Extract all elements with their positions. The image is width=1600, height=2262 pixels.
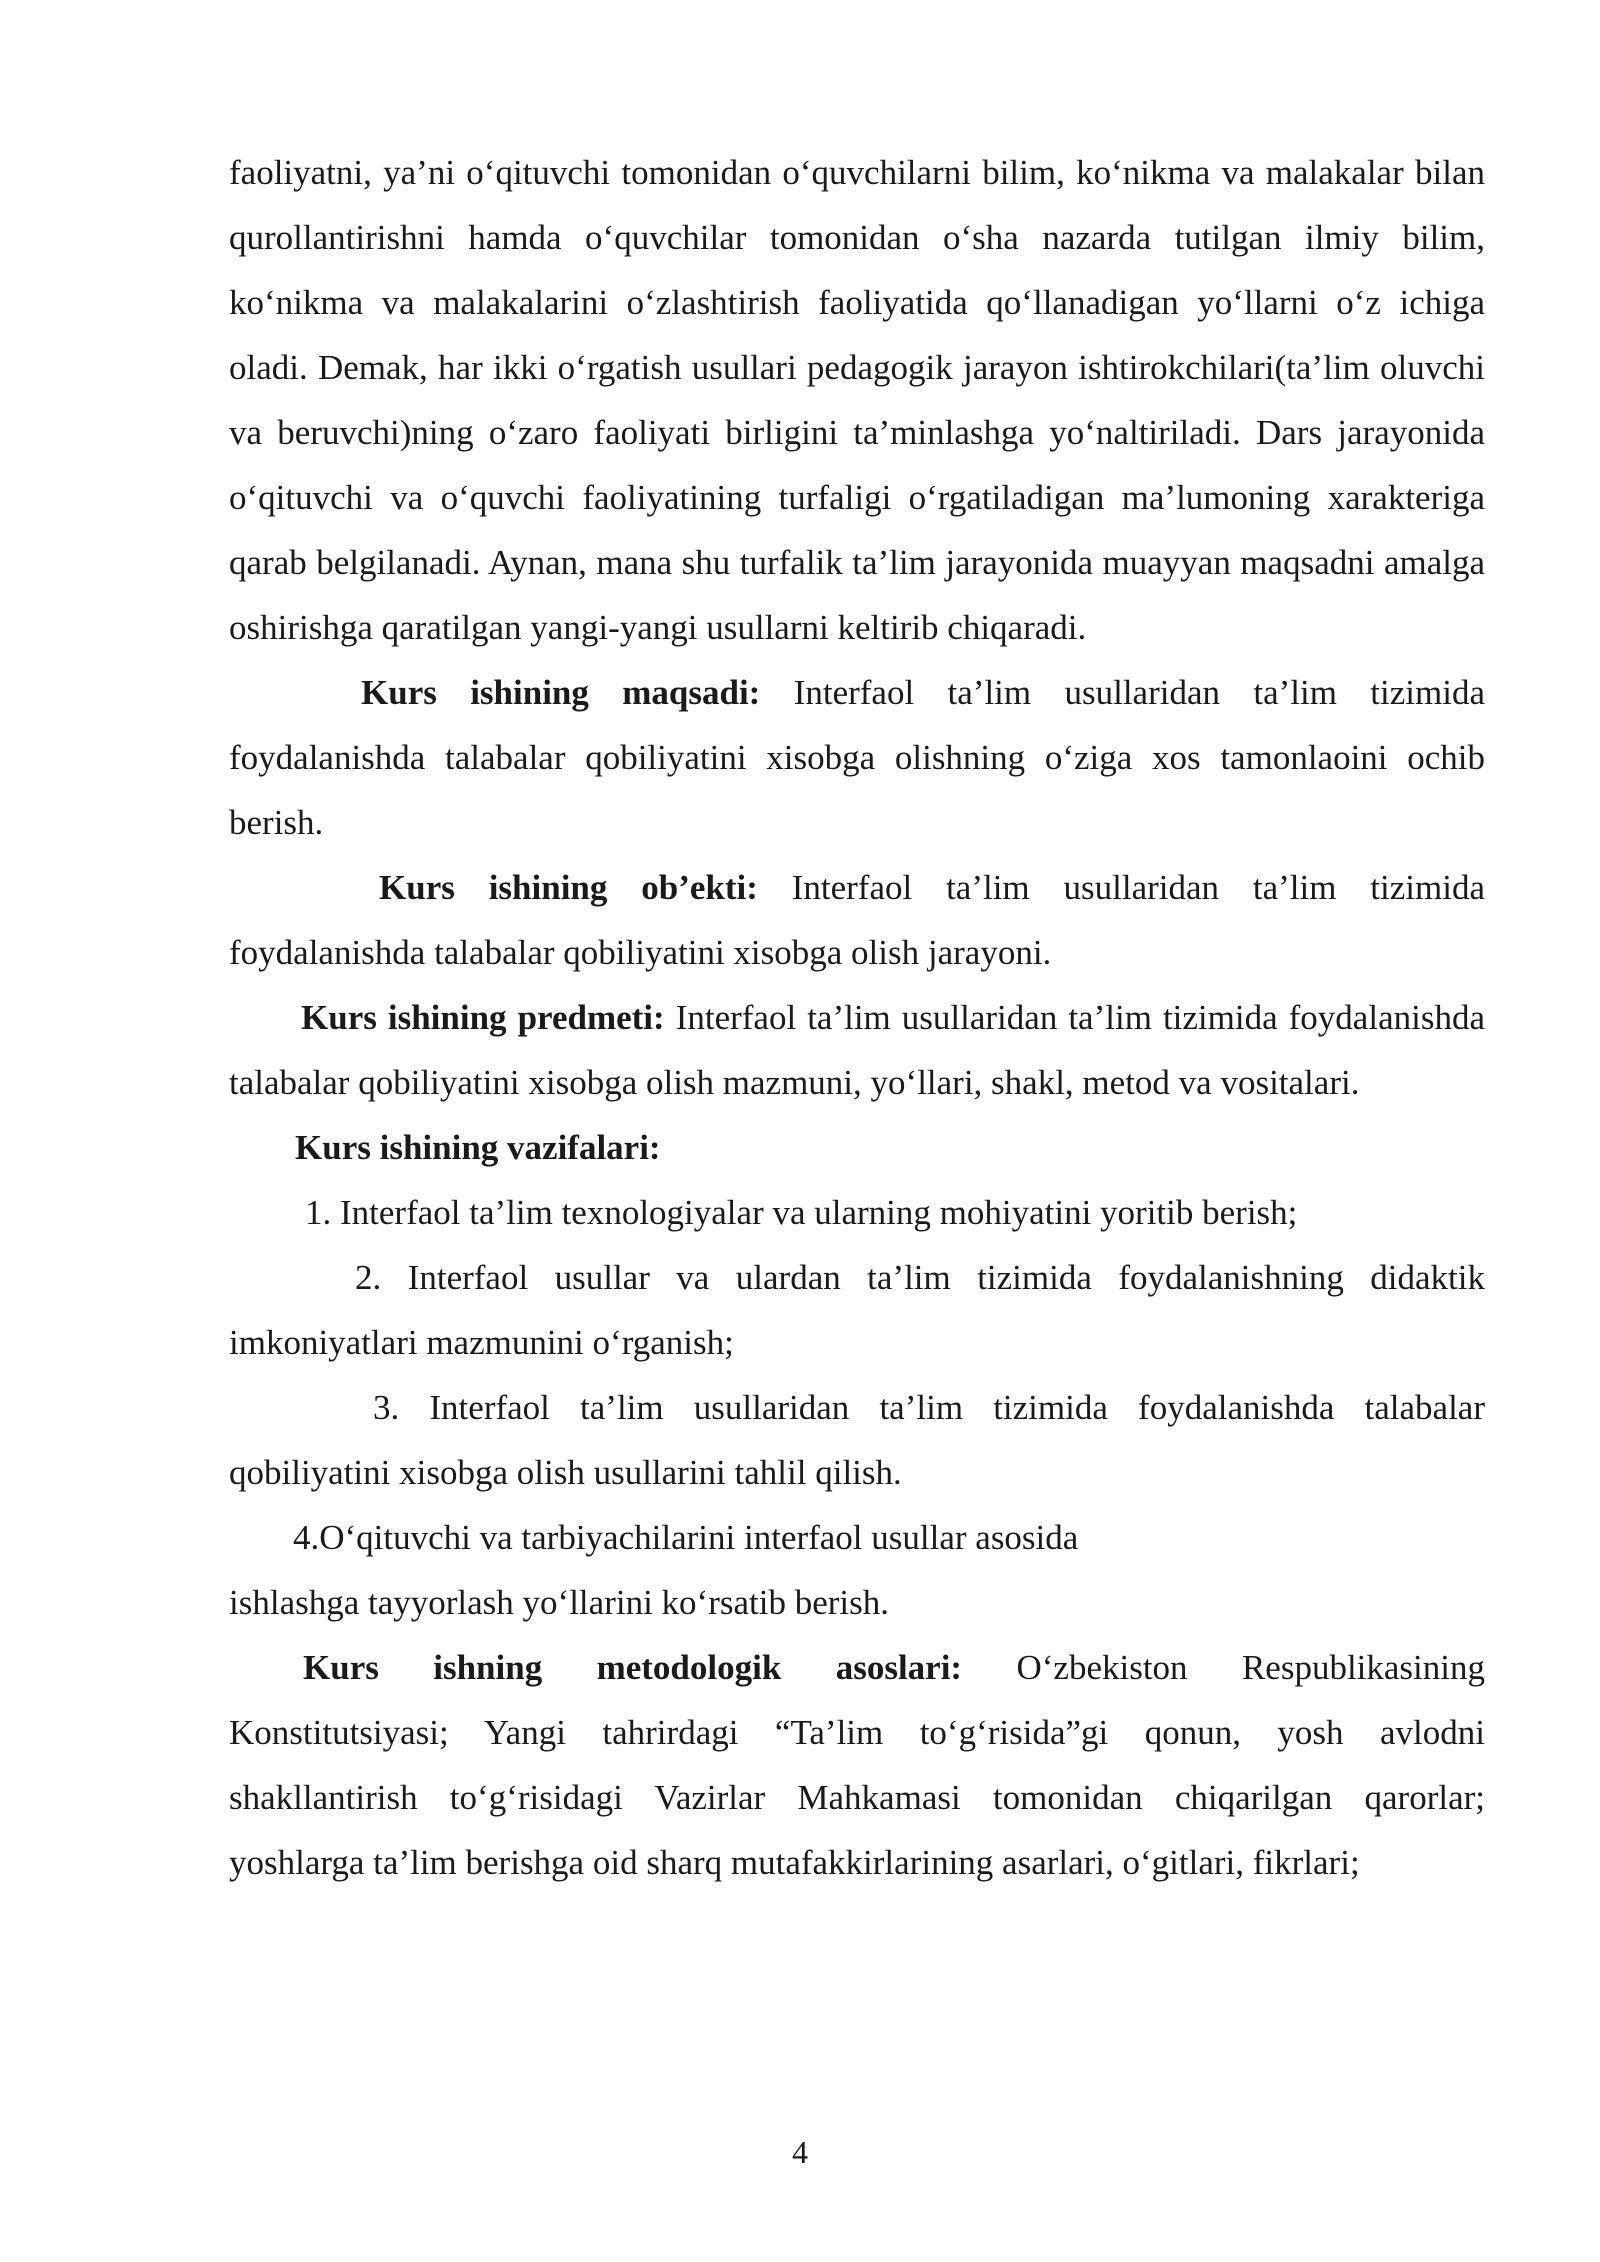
subject-label: Kurs ishining predmeti: bbox=[301, 998, 665, 1037]
paragraph-goal bbox=[229, 660, 1485, 855]
paragraph-subject bbox=[229, 985, 1485, 1115]
task-item-1: 1. Interfaol ta’lim texnologiyalar va ularning mohiyatini yoritib berish; bbox=[305, 1193, 1298, 1232]
page-number: 4 bbox=[792, 2134, 808, 2170]
goal-label: Kurs ishining maqsadi: bbox=[361, 673, 761, 712]
object-label: Kurs ishining ob’ekti: bbox=[379, 868, 758, 907]
paragraph-tasks-heading bbox=[229, 1115, 1485, 1180]
methodology-text: O‘zbekiston Respublikasining Konstitutsiyasi; Yangi tahrirdagi “Ta’lim to‘g‘risida”gi qonun, yosh avlodni shakllantirish to‘g‘risidagi Vazirlar Mahkamasi tomonidan chiqarilgan qarorlar; yoshlarga ta’lim berishga oid sharq mutafakkirlarining asarlari, o‘gitlari, fikrlari; bbox=[229, 1648, 1485, 1882]
paragraph-methodology bbox=[229, 1635, 1485, 1895]
document-page bbox=[229, 140, 1485, 1895]
task-item-4-line-2: ishlashga tayyorlash yo‘llarini ko‘rsatib berish. bbox=[229, 1583, 889, 1622]
task-item-4-line-1: 4.O‘qituvchi va tarbiyachilarini interfaol usullar asosida bbox=[293, 1518, 1079, 1557]
task-item-2: 2. Interfaol usullar va ulardan ta’lim tizimida foydalanishning didaktik imkoniyatlari mazmunini o‘rganish; bbox=[229, 1258, 1485, 1362]
subject-text: Interfaol ta’lim usullaridan ta’lim tizimida foydalanishda talabalar qobiliyatini xisobga olish mazmuni, yo‘llari, shakl, metod va vositalari. bbox=[229, 998, 1485, 1102]
methodology-label: Kurs ishning metodologik asoslari: bbox=[303, 1648, 963, 1687]
object-text: Interfaol ta’lim usullaridan ta’lim tizimida foydalanishda talabalar qobiliyatini xisobga olish jarayoni. bbox=[229, 868, 1485, 972]
paragraph-intro: faoliyatni, ya’ni o‘qituvchi tomonidan o‘quvchilarni bilim, ko‘nikma va malakalar bilan qurollantirishni hamda o‘quvchilar tomonidan o‘sha nazarda tutilgan ilmiy bilim, ko‘nikma va malakalarini o‘zlashtirish faoliyatida qo‘llanadigan yo‘llarni o‘z ichiga oladi. Demak, har ikki o‘rgatish usullari pedagogik jarayon ishtirokchilari(ta’lim oluvchi va beruvchi)ning o‘zaro faoliyati birligini ta’minlashga yo‘naltiriladi. Dars jarayonida o‘qituvchi va o‘quvchi faoliyatining turfaligi o‘rgatiladigan ma’lumoning xarakteriga qarab belgilanadi. Aynan, mana shu turfalik ta’lim jarayonida muayyan maqsadni amalga oshirishga qaratilgan yangi-yangi usullarni keltirib chiqaradi. bbox=[229, 153, 1485, 647]
paragraph-object bbox=[229, 855, 1485, 985]
task-item-3: 3. Interfaol ta’lim usullaridan ta’lim tizimida foydalanishda talabalar qobiliyatini xisobga olish usullarini tahlil qilish. bbox=[229, 1388, 1485, 1492]
tasks-label: Kurs ishining vazifalari: bbox=[295, 1128, 661, 1167]
goal-text: Interfaol ta’lim usullaridan ta’lim tizimida foydalanishda talabalar qobiliyatini xisobga olishning o‘ziga xos tamonlaoini ochib berish. bbox=[229, 673, 1485, 842]
